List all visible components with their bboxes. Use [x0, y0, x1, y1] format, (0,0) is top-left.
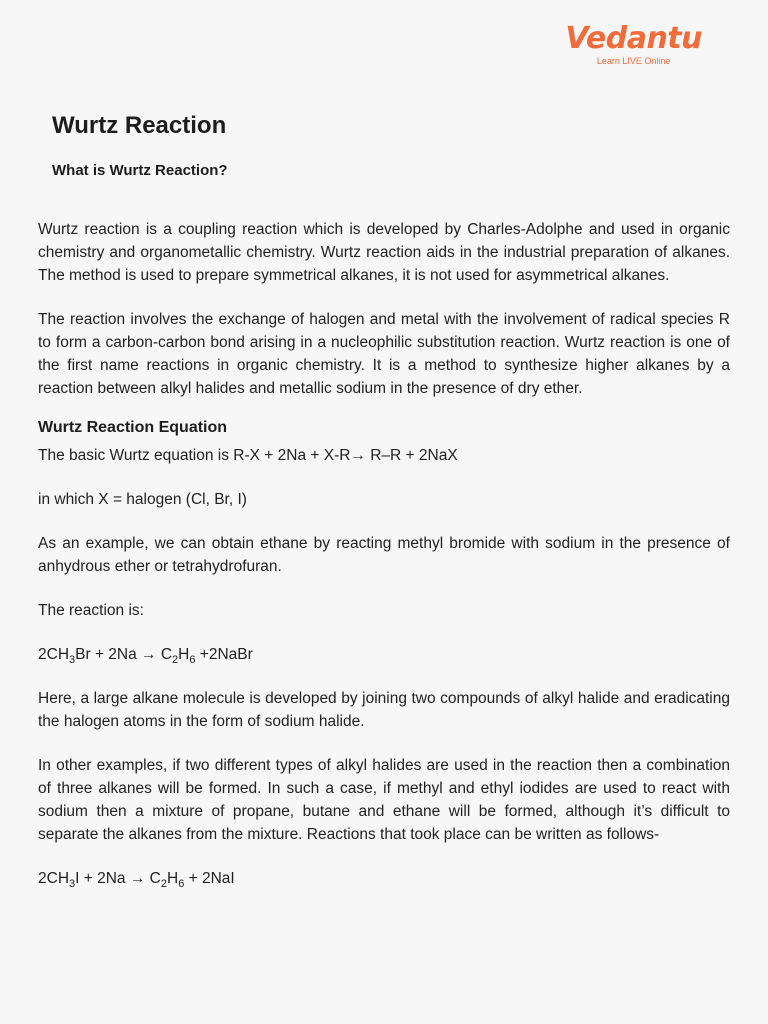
article-body — [38, 218, 730, 911]
paragraph-example: As an example, we can obtain ethane by reacting methyl bromide with sodium in the presence of anhydrous ether or tetrahydrofuran. — [38, 535, 730, 575]
page-title: Wurtz Reaction — [52, 112, 227, 139]
paragraph-mixed-halides: In other examples, if two different types of alkyl halides are used in the reaction then a combination of three alkanes will be formed. In such a case, if methyl and ethyl iodides are used to react with sodium then a mixture of propane, butane and ethane will be formed, although it’s difficult to separate the alkanes from the mixture. Reactions that took place can be written as follows- — [38, 757, 730, 843]
paragraph-halogen-note: in which X = halogen (Cl, Br, I) — [38, 491, 247, 508]
paragraph-basic-equation: The basic Wurtz equation is R-X + 2Na + X-R→ R–R + 2NaX — [38, 447, 458, 464]
logo-tagline: Learn LIVE Online — [596, 56, 671, 66]
logo-wordmark: Vedantu — [565, 21, 702, 56]
paragraph-explanation: Here, a large alkane molecule is developed by joining two compounds of alkyl halide and eradicating the halogen atoms in the form of sodium halide. — [38, 690, 730, 730]
paragraph-mechanism: The reaction involves the exchange of halogen and metal with the involvement of radical species R to form a carbon-carbon bond arising in a nucleophilic substitution reaction. Wurtz reaction is one of the first name reactions in organic chemistry. It is a method to synthesize higher alkanes by a reaction between alkyl halides and metallic sodium in the presence of dry ether. — [38, 311, 730, 397]
section-subtitle: What is Wurtz Reaction? — [52, 162, 228, 179]
equation-ethane: $2CH_3Br + 2Na \to C_2H_6$ +2NaBr — [38, 646, 253, 666]
equation-heading: Wurtz Reaction Equation — [38, 419, 228, 436]
paragraph-reaction-is: The reaction is: — [38, 602, 144, 619]
paragraph-intro: Wurtz reaction is a coupling reaction which is developed by Charles-Adolphe and used in organic chemistry and organometallic chemistry. Wurtz reaction aids in the industrial preparation of alkanes. The method is used to prepare symmetrical alkanes, it is not used for asymmetrical alkanes. — [38, 221, 730, 284]
equation-iodide: $2CH_3I + 2Na \to C_2H_6 + 2NaI$ — [38, 870, 235, 890]
vedantu-logo — [565, 22, 702, 67]
